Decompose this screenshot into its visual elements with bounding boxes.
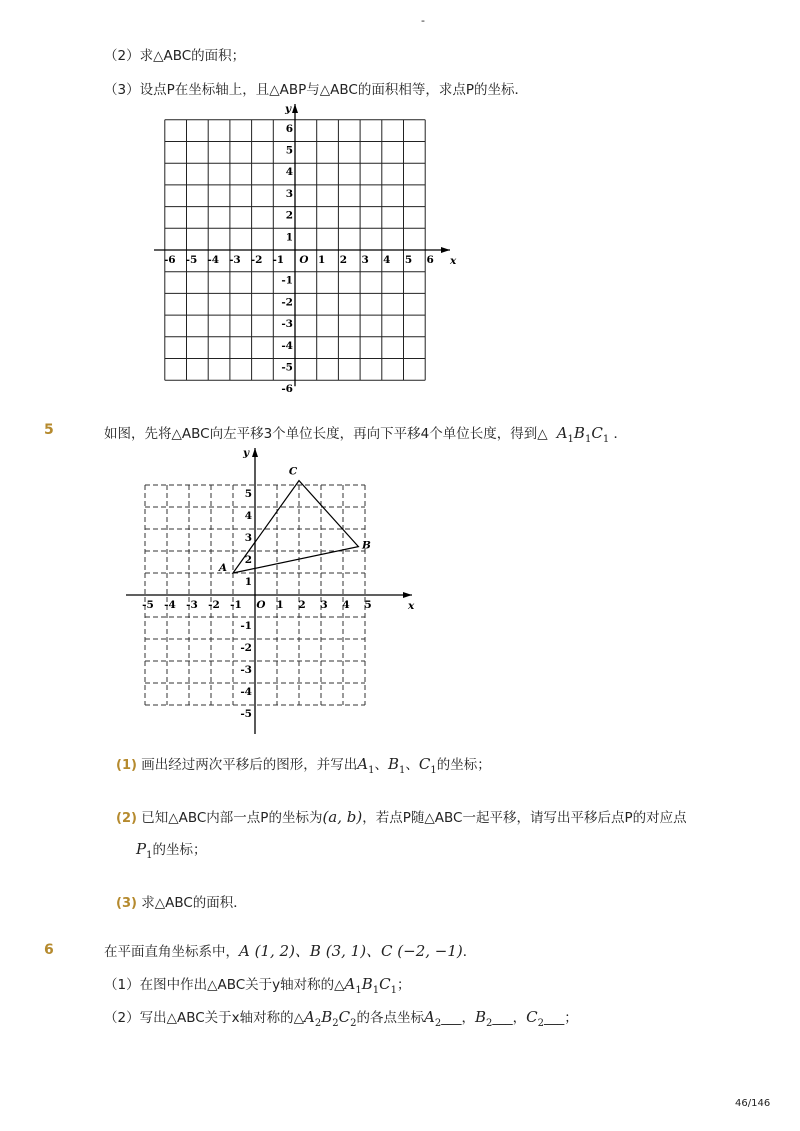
x-axis-label: x <box>450 255 457 267</box>
x-axis-label: x <box>408 600 415 612</box>
x-tick-label: 1 <box>318 254 326 266</box>
y-axis-arrow <box>292 104 298 113</box>
question-6-number: 6 <box>44 942 54 958</box>
part-2-math: (a, b) <box>322 808 363 826</box>
x-tick-label: -5 <box>185 254 198 266</box>
part-3-text: 求△ABC的面积． <box>141 895 247 911</box>
y-tick-label: -1 <box>240 620 252 632</box>
question-6-part-1: （1）在图中作出△ABC关于y轴对称的$\triangle A_1B_1C_1$； <box>104 975 411 996</box>
origin-label: O <box>256 599 266 611</box>
x-tick-label: -5 <box>142 599 154 611</box>
x-tick-label: -1 <box>230 599 242 611</box>
y-tick-label: -3 <box>281 318 293 331</box>
question-5-part-2 <box>116 806 687 826</box>
y-axis-label: y <box>243 447 250 459</box>
question-5-part-2-cont: $P_1$的坐标； <box>136 840 207 861</box>
x-tick-label: 6 <box>426 254 434 266</box>
question-6-part-2-text: （2）写出△ABC关于x轴对称的△ <box>104 1010 305 1026</box>
x-tick-label: 5 <box>404 254 413 266</box>
x-tick-label: -3 <box>229 254 241 266</box>
y-tick-label: 5 <box>244 488 252 500</box>
question-5-number: 5 <box>44 422 54 438</box>
part-2-label: (2) <box>116 811 137 826</box>
prev-question-3: （3）设点P在坐标轴上，且△ABP与△ABC的面积相等，求点P的坐标． <box>104 82 528 98</box>
x-tick-label: 1 <box>276 599 284 611</box>
y-tick-label: 2 <box>285 209 293 222</box>
prev-question-2: （2）求△ABC的面积； <box>104 48 246 64</box>
y-tick-label: -2 <box>240 642 252 654</box>
x-tick-label: 4 <box>342 599 350 611</box>
x-tick-label: 4 <box>383 254 391 266</box>
part-2-text-b: ，若点P随△ABC一起平移，请写出平移后点P的对应点 <box>362 810 687 826</box>
x-tick-label: -2 <box>208 599 220 611</box>
x-tick-label: 5 <box>364 599 372 611</box>
part-3-label: (3) <box>116 896 137 911</box>
y-tick-label: 1 <box>244 576 252 588</box>
y-tick-label: -3 <box>240 664 252 676</box>
origin-label: O <box>299 254 309 266</box>
coordinate-grid-1 <box>150 100 460 400</box>
x-tick-label: -3 <box>186 599 198 611</box>
x-tick-label: 2 <box>339 254 348 266</box>
point-label-b: B <box>361 539 371 552</box>
y-tick-label: -4 <box>281 339 293 352</box>
y-tick-label: 3 <box>285 187 293 200</box>
y-tick-label: 4 <box>244 510 252 522</box>
x-tick-label: 3 <box>320 599 328 611</box>
coordinate-grid-2 <box>122 444 422 734</box>
x-axis-arrow <box>441 247 450 253</box>
y-tick-label: -5 <box>281 361 293 374</box>
point-label-c: C <box>288 465 298 478</box>
y-axis-label: y <box>285 103 292 115</box>
page-number: 46/146 <box>735 1098 771 1109</box>
question-6-part-1-text: （1）在图中作出△ABC关于y轴对称的△ <box>104 977 345 993</box>
y-tick-label: 4 <box>285 166 293 179</box>
y-tick-label: -4 <box>240 686 252 698</box>
x-tick-label: -2 <box>250 254 263 266</box>
x-tick-label: -1 <box>272 254 285 266</box>
question-6-points: A (1, 2)、B (3, 1)、C (−2, −1) <box>239 942 463 960</box>
y-tick-label: -1 <box>281 274 293 287</box>
part-1-math: $A_1$ <box>357 755 375 776</box>
x-tick-label: -4 <box>164 599 176 611</box>
x-tick-label: -6 <box>163 254 176 266</box>
part-1-text-b: 的坐标； <box>436 757 491 773</box>
x-axis-arrow <box>403 592 412 598</box>
y-tick-label: 2 <box>244 554 252 566</box>
x-tick-label: 3 <box>361 254 369 266</box>
y-tick-label: 6 <box>285 122 293 135</box>
question-5-stem-text: 如图，先将△ABC向左平移3个单位长度，再向下平移4个单位长度，得到△ <box>104 426 548 442</box>
x-tick-label: -4 <box>207 254 220 266</box>
y-tick-label: 1 <box>285 231 293 244</box>
y-tick-label: 5 <box>285 144 293 157</box>
part-2-text-c: 的坐标； <box>152 842 207 858</box>
part-1-label: (1) <box>116 758 137 773</box>
question-6-stem-text: 在平面直角坐标系中， <box>104 944 239 960</box>
part-1-text-a: 画出经过两次平移后的图形，并写出 <box>141 757 358 773</box>
part-2-text-a: 已知△ABC内部一点P的坐标为 <box>141 810 323 826</box>
y-tick-label: 3 <box>244 532 252 544</box>
y-axis-arrow <box>252 448 258 457</box>
y-tick-label: -5 <box>240 708 252 720</box>
point-label-a: A <box>218 562 228 574</box>
question-5-part-1: (1) 画出经过两次平移后的图形，并写出$A_1$、$B_1$、$C_1$的坐标； <box>116 755 491 776</box>
question-6-part-2: （2）写出△ABC关于x轴对称的$\triangle A_2B_2C_2$的各点坐标$A_2\_\_\_$，$B_2\_\_\_$，$C_2\_\_\_$； <box>104 1008 578 1029</box>
y-tick-label: -2 <box>281 296 293 309</box>
question-6-stem: 在平面直角坐标系中，A (1, 2)、B (3, 1)、C (−2, −1)． <box>104 942 477 960</box>
question-5-part-3 <box>116 891 247 911</box>
y-tick-label: -6 <box>281 383 293 396</box>
header-mark: - <box>421 14 425 27</box>
question-5-stem-math: $A_1B_1C_1$ <box>551 424 610 445</box>
x-tick-label: 2 <box>298 599 306 611</box>
question-5-stem: 如图，先将△ABC向左平移3个单位长度，再向下平移4个单位长度，得到△ $A_1B_1C_1$ ． <box>104 424 627 445</box>
